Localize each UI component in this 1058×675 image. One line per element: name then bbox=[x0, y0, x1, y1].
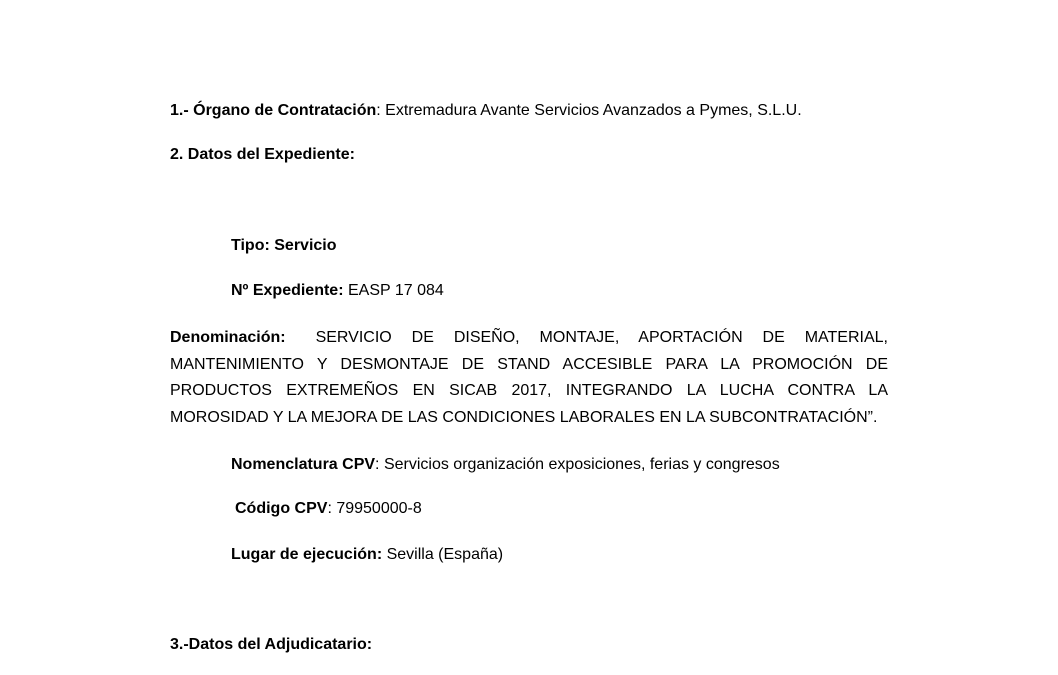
nomenclatura-cpv-label: Nomenclatura CPV bbox=[231, 456, 376, 473]
nomenclatura-cpv-line bbox=[231, 455, 780, 475]
denominacion-value: SERVICIO DE DISEÑO, MONTAJE, APORTACIÓN DE MATERIAL, MANTENIMIENTO Y DESMONTAJE DE STAND ACCESIBLE PARA LA PROMOCIÓN DE PRODUCTOS EXTREMEÑOS EN SICAB 2017, INTEGRANDO LA LUCHA CONTRA LA MOROSIDAD Y LA MEJORA DE LAS CONDICIONES LABORALES EN LA SUBCONTRATACIÓN”. bbox=[170, 329, 888, 426]
nomenclatura-cpv-value: : Servicios organización exposiciones, ferias y congresos bbox=[375, 456, 780, 473]
datos-expediente-heading: 2. Datos del Expediente: bbox=[170, 146, 355, 163]
codigo-cpv-value: : 79950000-8 bbox=[327, 500, 422, 517]
organo-contratacion-value: : Extremadura Avante Servicios Avanzados a Pymes, S.L.U. bbox=[376, 102, 802, 119]
expediente-label: Nº Expediente: bbox=[231, 282, 344, 299]
denominacion-label: Denominación: bbox=[170, 329, 286, 346]
lugar-ejecucion-line bbox=[231, 545, 503, 565]
lugar-ejecucion-label: Lugar de ejecución: bbox=[231, 546, 383, 563]
lugar-ejecucion-value: Sevilla (España) bbox=[382, 546, 504, 563]
codigo-cpv-label: Código CPV bbox=[235, 500, 328, 517]
organo-contratacion-label: 1.- Órgano de Contratación bbox=[170, 102, 377, 119]
organo-contratacion-line bbox=[170, 101, 802, 121]
codigo-cpv-line bbox=[235, 499, 422, 519]
expediente-value: EASP 17 084 bbox=[343, 282, 444, 299]
datos-adjudicatario-heading: 3.-Datos del Adjudicatario: bbox=[170, 636, 373, 653]
expediente-line bbox=[231, 281, 444, 301]
tipo-line: Tipo: Servicio bbox=[231, 237, 337, 254]
denominacion-block bbox=[170, 325, 888, 431]
